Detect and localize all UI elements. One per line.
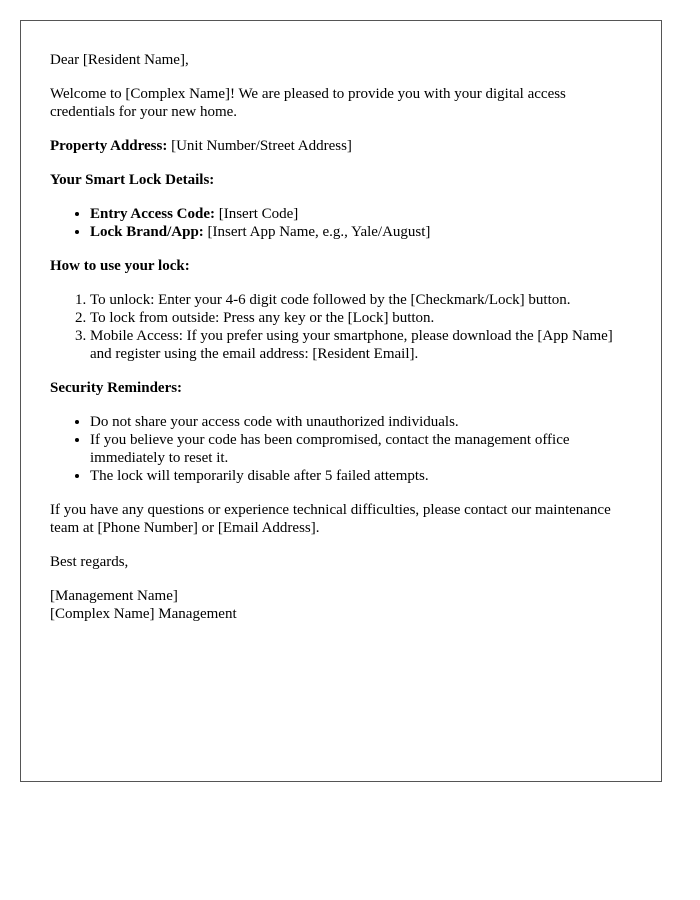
intro-paragraph: Welcome to [Complex Name]! We are pleased to provide you with your digital access credentials for your new home. <box>50 86 566 120</box>
contact-paragraph: If you have any questions or experience technical difficulties, please contact our maintenance team at [Phone Number] or [Email Address]. <box>50 502 611 536</box>
property-address-label: Property Address: <box>50 138 168 154</box>
property-address-value: [Unit Number/Street Address] <box>167 138 352 154</box>
entry-code-label: Entry Access Code: <box>90 206 215 222</box>
property-address <box>50 137 632 155</box>
greeting: Dear [Resident Name], <box>50 52 189 68</box>
letter-page <box>20 20 662 782</box>
lock-brand-value: [Insert App Name, e.g., Yale/August] <box>203 224 431 240</box>
usage-heading: How to use your lock: <box>50 258 190 274</box>
lock-details-heading: Your Smart Lock Details: <box>50 172 215 188</box>
lock-brand-label: Lock Brand/App: <box>90 224 204 240</box>
signature-name: [Management Name] <box>50 588 178 604</box>
list-item: 1. To unlock: Enter your 4-6 digit code followed by the [Checkmark/Lock] button. <box>90 291 632 309</box>
list-item: • If you believe your code has been compromised, contact the management office immediately to reset it. <box>90 431 632 467</box>
list-item <box>90 205 632 223</box>
signature-block <box>50 587 632 623</box>
list-item: 3. Mobile Access: If you prefer using your smartphone, please download the [App Name] and register using the email address: [Resident Email]. <box>90 327 632 363</box>
lock-details-list <box>50 205 632 241</box>
entry-code-value: [Insert Code] <box>214 206 299 222</box>
list-item: • The lock will temporarily disable after 5 failed attempts. <box>90 467 632 485</box>
list-item <box>90 223 632 241</box>
security-heading: Security Reminders: <box>50 380 183 396</box>
list-item: • Do not share your access code with unauthorized individuals. <box>90 413 632 431</box>
security-list <box>50 413 632 485</box>
closing: Best regards, <box>50 554 129 570</box>
list-item: 2. To lock from outside: Press any key or the [Lock] button. <box>90 309 632 327</box>
signature-org: [Complex Name] Management <box>50 606 237 622</box>
usage-steps-list <box>50 291 632 363</box>
